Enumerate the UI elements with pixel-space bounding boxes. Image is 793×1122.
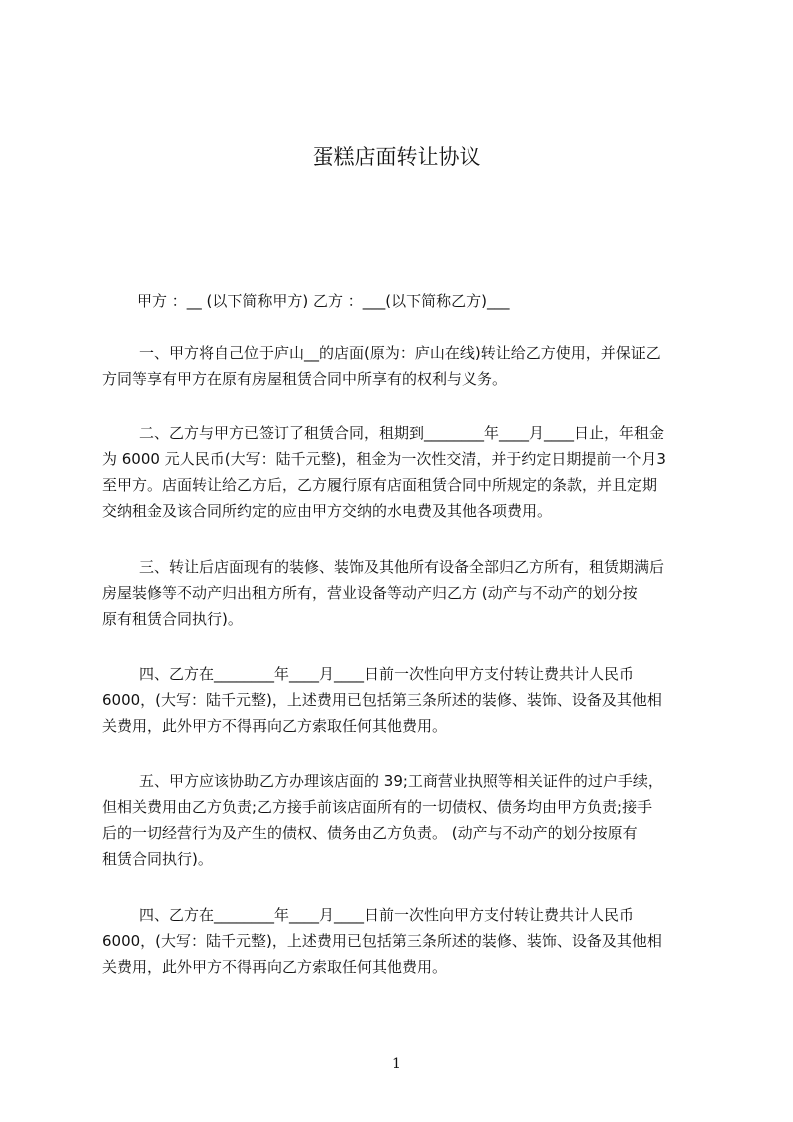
clause-line: 原有租赁合同执行)。 [102, 610, 243, 628]
clause-line: 至甲方。店面转让给乙方后，乙方履行原有店面租赁合同中所规定的条款，并且定期 [102, 476, 658, 494]
clause-line: 一、甲方将自己位于庐山__的店面(原为：庐山在线)转让给乙方使用，并保证乙 [139, 344, 661, 362]
clause-line: 房屋装修等不动产归出租方所有，营业设备等动产归乙方 (动产与不动产的划分按 [102, 584, 638, 602]
clause-line: 为 6000 元人民币(大写：陆千元整)，租金为一次性交清，并于约定日期提前一个月3 [102, 450, 666, 468]
clause-6 [102, 902, 699, 980]
clause-line: 三、转让后店面现有的装修、装饰及其他所有设备全部归乙方所有，租赁期满后 [139, 558, 665, 576]
clause-line: 租赁合同执行)。 [102, 850, 213, 868]
clause-2 [102, 420, 699, 524]
clause-line: 关费用，此外甲方不得再向乙方索取任何其他费用。 [102, 958, 448, 976]
clause-line: 但相关费用由乙方负责;乙方接手前该店面所有的一切债权、债务均由甲方负责;接手 [102, 798, 653, 816]
clause-line: 四、乙方在________年____月____日前一次性向甲方支付转让费共计人民币 [139, 906, 635, 924]
clause-line: 6000，(大写：陆千元整)，上述费用已包括第三条所述的装修、装饰、设备及其他相 [102, 932, 662, 950]
clause-5 [102, 768, 699, 872]
clause-1 [102, 340, 699, 392]
parties-line [137, 288, 734, 314]
clause-line: 后的一切经营行为及产生的债权、债务由乙方负责。 (动产与不动产的划分按原有 [102, 824, 638, 842]
document-title: 蛋糕店面转让协议 [312, 145, 481, 169]
clause-line: 二、乙方与甲方已签订了租赁合同，租期到________年____月____日止，年租金 [139, 424, 665, 442]
clause-line: 6000，(大写：陆千元整)，上述费用已包括第三条所述的装修、装饰、设备及其他相 [102, 691, 662, 709]
page-number: 1 [392, 1056, 401, 1072]
clause-line: 五、甲方应该协助乙方办理该店面的 39;工商营业执照等相关证件的过户手续， [139, 772, 663, 790]
clause-line: 方同等享有甲方在原有房屋租赁合同中所享有的权利与义务。 [102, 370, 508, 388]
clause-4 [102, 661, 699, 739]
clause-line: 关费用，此外甲方不得再向乙方索取任何其他费用。 [102, 717, 448, 735]
clause-line: 四、乙方在________年____月____日前一次性向甲方支付转让费共计人民币 [139, 665, 635, 683]
clause-line: 交纳租金及该合同所约定的应由甲方交纳的水电费及其他各项费用。 [102, 502, 553, 520]
parties-text: 甲方 ：__ (以下简称甲方) 乙方 ：___(以下简称乙方)___ [137, 292, 510, 310]
clause-3 [102, 554, 699, 632]
